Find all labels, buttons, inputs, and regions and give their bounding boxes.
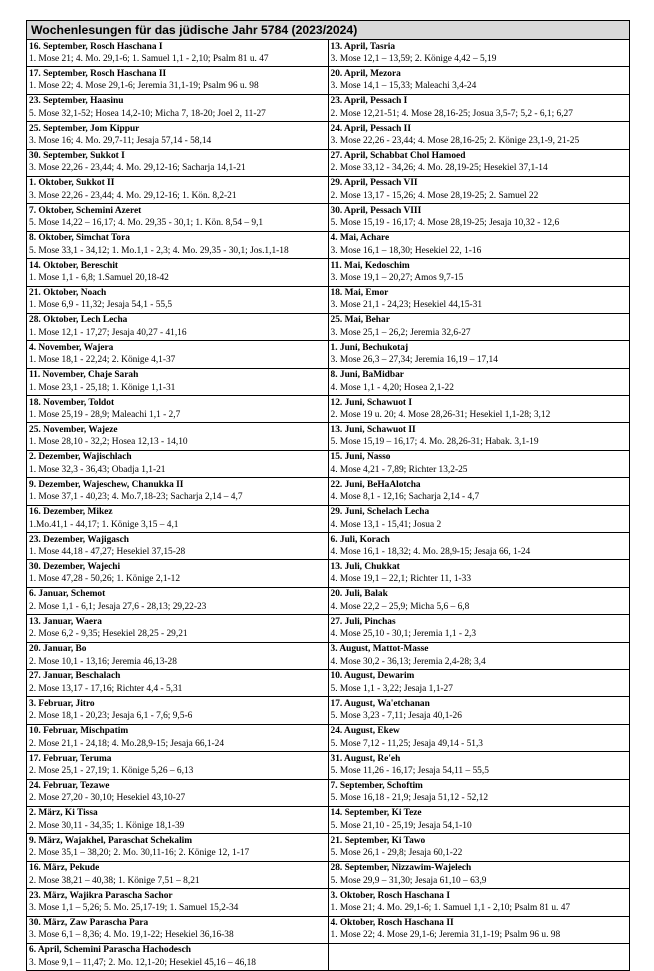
reading-entry (27, 286, 329, 313)
entry-date-parasha: 31. August, Re'eh (330, 753, 401, 764)
entry-readings: 5. Mose 15,19 - 16,17; 4. Mose 28,19-25; Jesaja 10,32 - 12,6 (330, 218, 560, 229)
reading-entry (27, 67, 329, 94)
reading-entry (328, 313, 630, 340)
table-row (27, 916, 630, 943)
entry-readings: 5. Mose 16,18 - 21,9; Jesaja 51,12 - 52,12 (330, 793, 489, 804)
entry-date-parasha: 3. Oktober, Rosch Haschana I (330, 890, 450, 901)
reading-entry (27, 724, 329, 751)
entry-readings: 2. Mose 30,11 - 34,35; 1. Könige 18,1-39 (29, 820, 185, 831)
table-row (27, 806, 630, 833)
entry-readings: 5. Mose 21,10 - 25,19; Jesaja 54,1-10 (330, 820, 472, 831)
entry-date-parasha: 13. Juni, Schawuot II (330, 424, 416, 435)
entry-readings: 1. Mose 22; 4. Mose 29,1-6; Jeremia 31,1-19; Psalm 96 u. 98 (330, 930, 561, 941)
table-row (27, 450, 630, 477)
reading-entry (328, 889, 630, 916)
reading-entry (328, 94, 630, 121)
table-row (27, 259, 630, 286)
entry-date-parasha: 23. Dezember, Wajigasch (29, 534, 129, 545)
entry-readings: 4. Mose 19,1 – 22,1; Richter 11, 1-33 (330, 574, 472, 585)
reading-entry (27, 259, 329, 286)
reading-entry (27, 533, 329, 560)
entry-readings: 3. Mose 1,1 – 5,26; 5. Mo. 25,17-19; 1. Samuel 15,2-34 (29, 903, 239, 914)
entry-date-parasha: 20. Januar, Bo (29, 644, 87, 655)
table-row (27, 505, 630, 532)
entry-date-parasha: 25. September, Jom Kippur (29, 123, 140, 134)
entry-readings: 5. Mose 11,26 - 16,17; Jesaja 54,11 – 55,5 (330, 766, 489, 777)
entry-date-parasha: 12. Juni, Schawuot I (330, 397, 413, 408)
table-row (27, 478, 630, 505)
entry-date-parasha: 29. April, Pessach VII (330, 178, 418, 189)
entry-date-parasha: 28. September, Nizzawim-Wajelech (330, 863, 472, 874)
entry-readings: 1. Mose 37,1 - 40,23; 4. Mo.7,18-23; Sacharja 2,14 – 4,7 (29, 492, 243, 503)
reading-entry (328, 834, 630, 861)
entry-date-parasha: 18. Mai, Emor (330, 288, 389, 299)
reading-entry (328, 450, 630, 477)
entry-date-parasha: 13. April, Tasria (330, 41, 396, 52)
entry-readings: 5. Mose 26,1 - 29,8; Jesaja 60,1-22 (330, 848, 463, 859)
entry-readings: 3. Mose 22,26 - 23,44; 4. Mo. 29,12-16; Sacharja 14,1-21 (29, 163, 246, 174)
entry-date-parasha: 16. Dezember, Mikez (29, 507, 113, 518)
entry-date-parasha: 23. September, Haasinu (29, 96, 124, 107)
entry-readings: 2. Mose 33,12 - 34,26; 4. Mo. 28,19-25; Hesekiel 37,1-14 (330, 163, 548, 174)
reading-entry (328, 67, 630, 94)
entry-readings: 1. Mose 1,1 - 6,8; 1.Samuel 20,18-42 (29, 273, 169, 284)
entry-readings: 2. Mose 13,17 - 17,16; Richter 4,4 - 5,31 (29, 683, 183, 694)
table-row (27, 533, 630, 560)
entry-date-parasha: 18. November, Toldot (29, 397, 115, 408)
table-row (27, 94, 630, 121)
reading-entry (27, 916, 329, 943)
entry-date-parasha: 4. November, Wajera (29, 342, 114, 353)
reading-entry (328, 286, 630, 313)
entry-date-parasha: 22. Juni, BeHaAlotcha (330, 479, 421, 490)
reading-entry (328, 587, 630, 614)
reading-entry (27, 505, 329, 532)
reading-schedule-table (26, 20, 630, 971)
entry-readings: 5. Mose 1,1 - 3,22; Jesaja 1,1-27 (330, 683, 453, 694)
entry-readings: 3. Mose 6,1 – 8,36; 4. Mo. 19,1-22; Hesekiel 36,16-38 (29, 930, 234, 941)
reading-entry (328, 779, 630, 806)
table-row (27, 341, 630, 368)
entry-readings: 3. Mose 12,1 – 13,59; 2. Könige 4,42 – 5,19 (330, 53, 497, 64)
table-title: Wochenlesungen für das jüdische Jahr 5784 (2023/2024) (27, 21, 630, 40)
entry-readings: 1. Mose 28,10 - 32,2; Hosea 12,13 - 14,10 (29, 437, 188, 448)
entry-date-parasha: 25. November, Wajeze (29, 424, 118, 435)
reading-entry (27, 834, 329, 861)
reading-entry (328, 368, 630, 395)
entry-date-parasha: 16. September, Rosch Haschana I (29, 41, 163, 52)
reading-entry (328, 176, 630, 203)
entry-readings: 3. Mose 21,1 - 24,23; Hesekiel 44,15-31 (330, 300, 483, 311)
table-row (27, 67, 630, 94)
entry-date-parasha: 1. Oktober, Sukkot II (29, 178, 115, 189)
entry-date-parasha: 23. März, Wajikra Paraschа Sachor (29, 890, 173, 901)
entry-date-parasha: 14. September, Ki Teze (330, 808, 422, 819)
reading-entry (27, 341, 329, 368)
entry-readings: 2. Mose 19 u. 20; 4. Mose 28,26-31; Hesekiel 1,1-28; 3,12 (330, 409, 551, 420)
table-row (27, 286, 630, 313)
entry-date-parasha: 8. Oktober, Simchat Tora (29, 233, 130, 244)
entry-readings: 4. Mose 8,1 - 12,16; Sacharja 2,14 - 4,7 (330, 492, 480, 503)
table-row (27, 697, 630, 724)
entry-date-parasha: 16. März, Pekude (29, 863, 100, 874)
reading-entry (328, 396, 630, 423)
entry-date-parasha: 2. März, Ki Tissa (29, 808, 98, 819)
entry-date-parasha: 24. August, Ekew (330, 726, 400, 737)
entry-readings: 4. Mose 16,1 - 18,32; 4. Mo. 28,9-15; Jesaja 66, 1-24 (330, 546, 531, 557)
entry-date-parasha: 2. Dezember, Wajischlach (29, 452, 132, 463)
entry-date-parasha: 20. Juli, Balak (330, 589, 388, 600)
entry-date-parasha: 17. August, Wa'etchanan (330, 698, 430, 709)
reading-entry (27, 478, 329, 505)
reading-entry (27, 94, 329, 121)
entry-readings: 5. Mose 32,1-52; Hosea 14,2-10; Micha 7, 18-20; Joel 2, 11-27 (29, 108, 266, 119)
entry-readings: 3. Mose 14,1 – 15,33; Maleachi 3,4-24 (330, 81, 477, 92)
reading-entry (328, 341, 630, 368)
reading-entry (328, 615, 630, 642)
entry-readings: 1. Mose 18,1 - 22,24; 2. Könige 4,1-37 (29, 355, 176, 366)
reading-schedule-page (26, 20, 630, 971)
entry-date-parasha: 27. Januar, Beschalach (29, 671, 121, 682)
entry-date-parasha: 13. Juli, Chukkat (330, 561, 400, 572)
entry-readings: 2. Mose 1,1 - 6,1; Jesaja 27,6 - 28,13; 29,22-23 (29, 601, 207, 612)
entry-readings: 5. Mose 15,19 – 16,17; 4. Mo. 28,26-31; Habak. 3,1-19 (330, 437, 539, 448)
entry-date-parasha: 17. September, Rosch Haschana II (29, 68, 167, 79)
reading-entry (27, 560, 329, 587)
entry-readings: 4. Mose 22,2 – 25,9; Micha 5,6 – 6,8 (330, 601, 470, 612)
entry-date-parasha: 17. Februar, Teruma (29, 753, 112, 764)
reading-entry (328, 724, 630, 751)
entry-readings: 1. Mose 6,9 - 11,32; Jesaja 54,1 - 55,5 (29, 300, 173, 311)
entry-readings: 1. Mose 12,1 - 17,27; Jesaja 40,27 - 41,16 (29, 327, 187, 338)
reading-entry (27, 889, 329, 916)
entry-readings: 3. Mose 19,1 – 20,27; Amos 9,7-15 (330, 273, 464, 284)
entry-readings: 1. Mose 23,1 - 25,18; 1. Könige 1,1-31 (29, 382, 176, 393)
reading-entry (27, 615, 329, 642)
reading-rows (27, 40, 630, 971)
entry-date-parasha: 15. Juni, Nasso (330, 452, 391, 463)
entry-date-parasha: 21. Oktober, Noach (29, 288, 107, 299)
entry-date-parasha: 30. April, Pessach VIII (330, 205, 422, 216)
reading-entry (328, 560, 630, 587)
entry-date-parasha: 13. Januar, Waera (29, 616, 102, 627)
table-row (27, 122, 630, 149)
reading-entry (328, 40, 630, 67)
entry-date-parasha: 6. April, Schemini Paraschа Hachodesch (29, 945, 191, 956)
table-row (27, 396, 630, 423)
entry-date-parasha: 11. Mai, Kedoschim (330, 260, 410, 271)
entry-date-parasha: 6. Juli, Korach (330, 534, 390, 545)
reading-entry (27, 176, 329, 203)
entry-readings: 1. Mose 44,18 - 47,27; Hesekiel 37,15-28 (29, 546, 186, 557)
entry-date-parasha: 20. April, Mezora (330, 68, 401, 79)
entry-readings: 2. Mose 21,1 - 24,18; 4. Mo.28,9-15; Jesaja 66,1-24 (29, 738, 225, 749)
entry-readings: 4. Mose 30,2 - 36,13; Jeremia 2,4-28; 3,4 (330, 656, 486, 667)
table-row (27, 231, 630, 258)
entry-readings: 1. Mose 21; 4. Mo. 29,1-6; 1. Samuel 1,1 - 2,10; Psalm 81 u. 47 (29, 53, 269, 64)
reading-entry (27, 450, 329, 477)
entry-date-parasha: 4. Mai, Achare (330, 233, 390, 244)
table-row (27, 779, 630, 806)
table-row (27, 40, 630, 67)
entry-date-parasha: 3. Februar, Jitro (29, 698, 95, 709)
entry-date-parasha: 8. Juni, BaMidbar (330, 370, 404, 381)
entry-date-parasha: 28. Oktober, Lech Lecha (29, 315, 128, 326)
reading-entry (27, 40, 329, 67)
reading-entry (27, 204, 329, 231)
entry-readings: 2. Mose 38,21 – 40,38; 1. Könige 7,51 – 8,21 (29, 875, 200, 886)
entry-date-parasha: 21. September, Ki Tawo (330, 835, 426, 846)
entry-date-parasha: 25. Mai, Behar (330, 315, 390, 326)
reading-entry (328, 642, 630, 669)
table-row (27, 423, 630, 450)
entry-readings: 4. Mose 25,10 - 30,1; Jeremia 1,1 - 2,3 (330, 629, 477, 640)
entry-readings: 2. Mose 35,1 – 38,20; 2. Mo. 30,11-16; 2. Könige 12, 1-17 (29, 848, 250, 859)
entry-readings: 5. Mose 3,23 - 7,11; Jesaja 40,1-26 (330, 711, 462, 722)
entry-date-parasha: 9. Dezember, Wajeschew, Chanukka II (29, 479, 184, 490)
entry-readings: 3. Mose 16; 4. Mo. 29,7-11; Jesaja 57,14 - 58,14 (29, 136, 212, 147)
entry-readings: 1.Mo.41,1 - 44,17; 1. Könige 3,15 – 4,1 (29, 519, 179, 530)
reading-entry (328, 423, 630, 450)
table-row (27, 861, 630, 888)
table-row (27, 669, 630, 696)
reading-entry (328, 916, 630, 943)
reading-entry (27, 861, 329, 888)
entry-date-parasha: 27. April, Schabbat Chol Hamoed (330, 151, 466, 162)
entry-readings: 4. Mose 1,1 - 4,20; Hosea 2,1-22 (330, 382, 454, 393)
reading-entry (328, 149, 630, 176)
table-row (27, 889, 630, 916)
reading-entry (328, 669, 630, 696)
entry-readings: 3. Mose 16,1 – 18,30; Hesekiel 22, 1-16 (330, 245, 482, 256)
entry-readings: 3. Mose 22,26 - 23,44; 4. Mose 28,16-25; 2. Könige 23,1-9, 21-25 (330, 136, 580, 147)
reading-entry (328, 231, 630, 258)
table-row (27, 149, 630, 176)
entry-readings: 3. Mose 22,26 - 23,44; 4. Mo. 29,12-16; 1. Kön. 8,2-21 (29, 190, 237, 201)
entry-readings: 2. Mose 12,21-51; 4. Mose 28,16-25; Josua 3,5-7; 5,2 - 6,1; 6,27 (330, 108, 573, 119)
reading-entry (27, 806, 329, 833)
entry-date-parasha: 9. März, Wajakhel, Paraschat Schekalim (29, 835, 193, 846)
entry-readings: 2. Mose 25,1 - 27,19; 1. Könige 5,26 – 6,13 (29, 766, 194, 777)
reading-entry (328, 943, 630, 970)
table-row (27, 313, 630, 340)
entry-date-parasha: 30. Dezember, Wajechi (29, 561, 121, 572)
reading-entry (328, 752, 630, 779)
entry-readings: 2. Mose 27,20 - 30,10; Hesekiel 43,10-27 (29, 793, 186, 804)
reading-entry (328, 259, 630, 286)
entry-readings: 3. Mose 25,1 – 26,2; Jeremia 32,6-27 (330, 327, 471, 338)
reading-entry (27, 231, 329, 258)
reading-entry (27, 642, 329, 669)
entry-date-parasha: 24. Februar, Tezawe (29, 781, 110, 792)
entry-date-parasha: 14. Oktober, Bereschit (29, 260, 119, 271)
table-row (27, 834, 630, 861)
reading-entry (328, 697, 630, 724)
table-row (27, 724, 630, 751)
entry-readings: 2. Mose 13,17 - 15,26; 4. Mose 28,19-25; 2. Samuel 22 (330, 190, 539, 201)
entry-date-parasha: 3. August, Mattot-Masse (330, 644, 429, 655)
entry-date-parasha: 1. Juni, Bechukotaj (330, 342, 409, 353)
table-row (27, 176, 630, 203)
entry-date-parasha: 29. Juni, Schelach Lecha (330, 507, 430, 518)
entry-readings: 3. Mose 26,3 – 27,34; Jeremia 16,19 – 17,14 (330, 355, 498, 366)
reading-entry (328, 505, 630, 532)
entry-readings: 1. Mose 25,19 - 28,9; Maleachi 1,1 - 2,7 (29, 409, 181, 420)
entry-readings: 5. Mose 14,22 – 16,17; 4. Mo. 29,35 - 30,1; 1. Kön. 8,54 – 9,1 (29, 218, 264, 229)
entry-readings: 1. Mose 21; 4. Mo. 29,1-6; 1. Samuel 1,1 - 2,10; Psalm 81 u. 47 (330, 903, 571, 914)
entry-readings: 5. Mose 33,1 - 34,12; 1. Mo.1,1 - 2,3; 4. Mo. 29,35 - 30,1; Jos.1,1-18 (29, 245, 289, 256)
reading-entry (27, 779, 329, 806)
entry-readings: 5. Mose 7,12 - 11,25; Jesaja 49,14 - 51,3 (330, 738, 483, 749)
entry-date-parasha: 6. Januar, Schemot (29, 589, 106, 600)
reading-entry (27, 396, 329, 423)
entry-readings: 3. Mose 9,1 – 11,47; 2. Mo. 12,1-20; Hesekiel 45,16 – 46,18 (29, 957, 256, 968)
reading-entry (27, 423, 329, 450)
table-row (27, 204, 630, 231)
entry-date-parasha: 7. Oktober, Schemini Azeret (29, 205, 142, 216)
entry-readings: 5. Mose 29,9 – 31,30; Jesaja 61,10 – 63,9 (330, 875, 487, 886)
reading-entry (27, 752, 329, 779)
reading-entry (27, 669, 329, 696)
table-row (27, 642, 630, 669)
reading-entry (27, 122, 329, 149)
reading-entry (328, 861, 630, 888)
entry-readings: 2. Mose 18,1 - 20,23; Jesaja 6,1 - 7,6; 9,5-6 (29, 711, 193, 722)
entry-date-parasha: 30. September, Sukkot I (29, 151, 125, 162)
table-row (27, 615, 630, 642)
table-row (27, 752, 630, 779)
entry-date-parasha: 10. August, Dewarim (330, 671, 415, 682)
entry-date-parasha: 23. April, Pessach I (330, 96, 408, 107)
entry-readings: 1. Mose 32,3 - 36,43; Obadja 1,1-21 (29, 464, 166, 475)
reading-entry (328, 806, 630, 833)
entry-readings: 4. Mose 13,1 - 15,41; Josua 2 (330, 519, 442, 530)
reading-entry (328, 204, 630, 231)
entry-date-parasha: 27. Juli, Pinchas (330, 616, 396, 627)
entry-readings: 2. Mose 10,1 - 13,16; Jeremia 46,13-28 (29, 656, 177, 667)
entry-date-parasha: 30. März, Zaw Paraschа Para (29, 918, 149, 928)
reading-entry (27, 313, 329, 340)
entry-date-parasha: 11. November, Chaje Sarah (29, 370, 139, 381)
reading-entry (328, 122, 630, 149)
entry-readings: 2. Mose 6,2 - 9,35; Hesekiel 28,25 - 29,21 (29, 629, 188, 640)
entry-date-parasha: 7. September, Schoftim (330, 781, 423, 792)
reading-entry (27, 697, 329, 724)
entry-date-parasha: 24. April, Pessach II (330, 123, 411, 134)
reading-entry (328, 478, 630, 505)
reading-entry (27, 149, 329, 176)
reading-entry (27, 943, 329, 970)
table-row (27, 368, 630, 395)
reading-entry (328, 533, 630, 560)
table-row (27, 587, 630, 614)
reading-entry (27, 368, 329, 395)
entry-date-parasha: 4. Oktober, Rosch Haschana II (330, 918, 454, 928)
entry-readings: 4. Mose 4,21 - 7,89; Richter 13,2-25 (330, 464, 468, 475)
entry-date-parasha: 10. Februar, Mischpatim (29, 726, 129, 737)
table-row (27, 560, 630, 587)
entry-readings: 1. Mose 22; 4. Mose 29,1-6; Jeremia 31,1-19; Psalm 96 u. 98 (29, 81, 259, 92)
reading-entry (27, 587, 329, 614)
table-row (27, 943, 630, 970)
entry-readings: 1. Mose 47,28 - 50,26; 1. Könige 2,1-12 (29, 574, 181, 585)
